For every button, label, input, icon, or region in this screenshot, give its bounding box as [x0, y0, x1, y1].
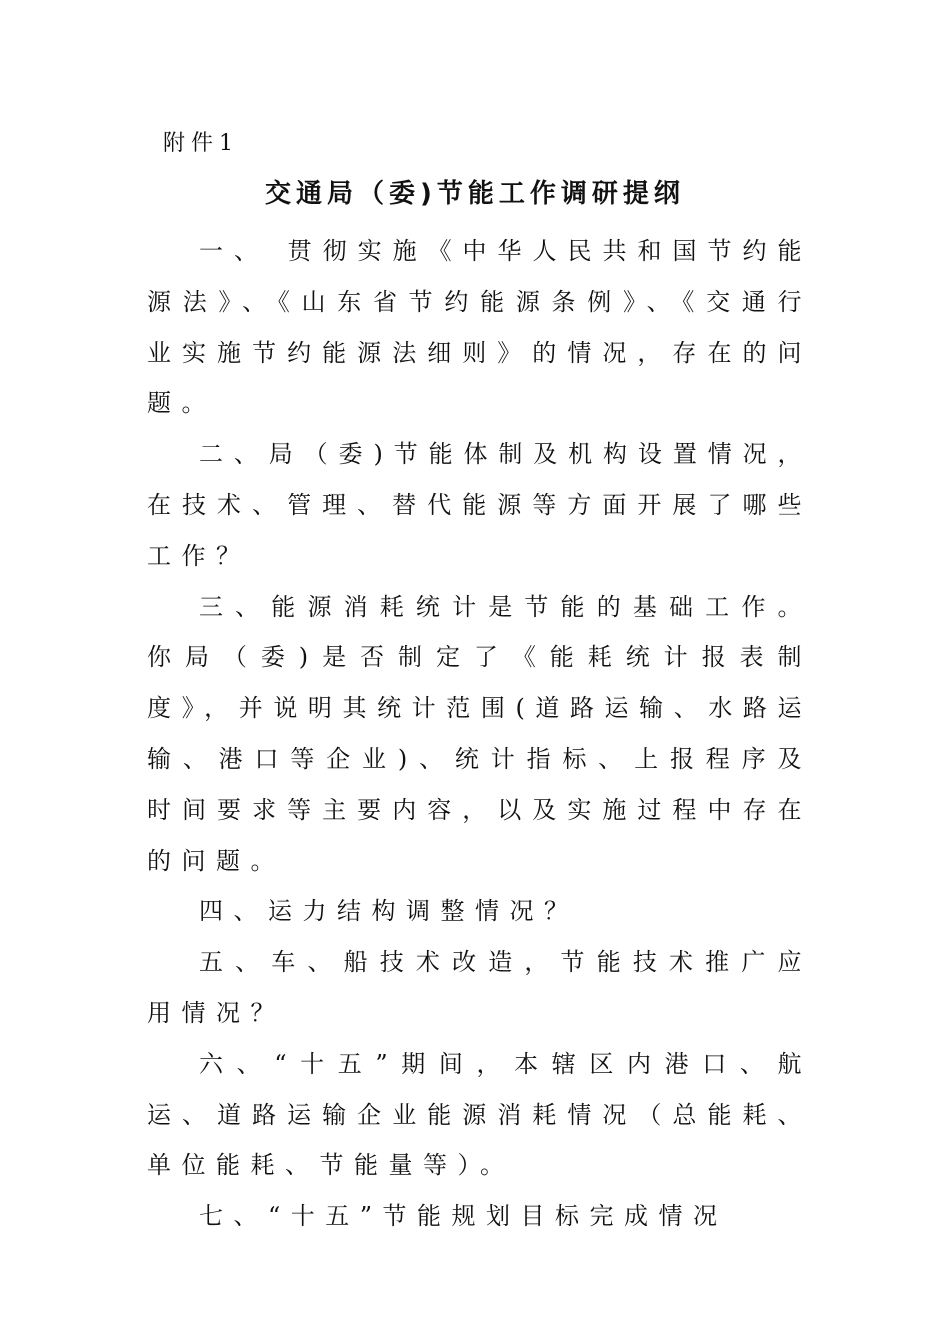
paragraph-2: 二、局（委)节能体制及机构设置情况，在技术、管理、替代能源等方面开展了哪些工作？ [147, 440, 812, 570]
paragraph-7: 七、“十五”节能规划目标完成情况 [199, 1202, 728, 1231]
paragraph-1: 一、 贯彻实施《中华人民共和国节约能源法》、《山东省节约能源条例》、《交通行业实施节约能源法细则》的情况，存在的问题。 [147, 237, 812, 418]
paragraph-5: 五、车、船技术改造，节能技术推广应用情况？ [147, 948, 812, 1027]
document-body [147, 226, 812, 1242]
paragraph-3: 三、能源消耗统计是节能的基础工作。你局（委)是否制定了《能耗统计报表制度》，并说明其统计范围(道路运输、水路运输、港口等企业)、统计指标、上报程序及时间要求等主要内容，以及实施过程中存在的问题。 [147, 592, 812, 875]
document-title: 交通局（委)节能工作调研提纲 [265, 179, 685, 209]
paragraph-4: 四、运力结构调整情况？ [199, 897, 579, 926]
paragraph-6: 六、“十五”期间，本辖区内港口、航运、道路运输企业能源消耗情况（总能耗、单位能耗、节能量等）。 [147, 1049, 812, 1180]
attachment-label: 附件1 [163, 131, 239, 156]
